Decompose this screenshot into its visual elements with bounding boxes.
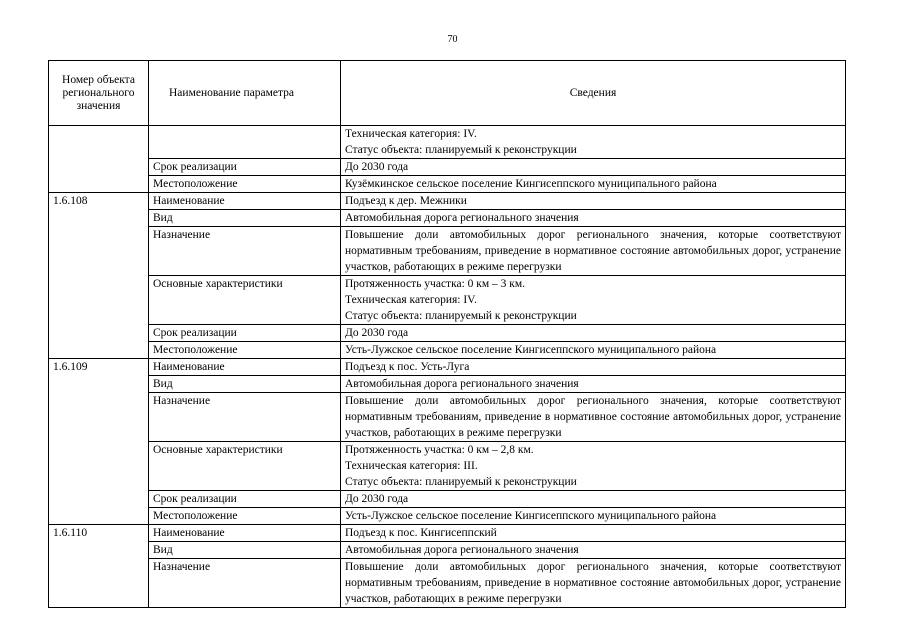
table-header-row <box>49 61 846 126</box>
characteristics-line: Протяженность участка: 0 км – 3 км. <box>345 278 526 290</box>
param-value: Повышение доли автомобильных дорог регионального значения, которые соответствуют нормативным требованиям, приведение в нормативное состояние автомобильных дорог, устранение участков, работающих в режиме перегрузки <box>341 559 846 608</box>
characteristics-value <box>341 126 846 159</box>
param-label: Назначение <box>149 393 341 442</box>
characteristics-value <box>341 276 846 325</box>
param-label: Вид <box>149 376 341 393</box>
table-row <box>49 376 846 393</box>
regional-objects-table <box>48 60 846 608</box>
header-info: Сведения <box>341 61 846 126</box>
param-label: Срок реализации <box>149 491 341 508</box>
param-value: Кузёмкинское сельское поселение Кингисеппского муниципального района <box>341 176 846 193</box>
param-label: Срок реализации <box>149 325 341 342</box>
param-value: Подъезд к пос. Усть-Луга <box>341 359 846 376</box>
table-row <box>49 359 846 376</box>
table-row <box>49 227 846 276</box>
param-value: Усть-Лужское сельское поселение Кингисеппского муниципального района <box>341 342 846 359</box>
param-value: Подъезд к пос. Кингисеппский <box>341 525 846 542</box>
characteristics-line: Статус объекта: планируемый к реконструкции <box>345 144 577 156</box>
table-row <box>49 393 846 442</box>
object-number-cell: 1.6.109 <box>49 359 149 525</box>
param-label: Вид <box>149 542 341 559</box>
table-row <box>49 126 846 159</box>
characteristics-line: Статус объекта: планируемый к реконструкции <box>345 476 577 488</box>
table-row <box>49 176 846 193</box>
page-number: 70 <box>447 34 458 45</box>
param-label: Наименование <box>149 193 341 210</box>
object-number-cell: 1.6.108 <box>49 193 149 359</box>
table-row <box>49 193 846 210</box>
param-value: До 2030 года <box>341 491 846 508</box>
param-value: Усть-Лужское сельское поселение Кингисеппского муниципального района <box>341 508 846 525</box>
param-label: Местоположение <box>149 176 341 193</box>
param-value: Повышение доли автомобильных дорог регионального значения, которые соответствуют нормативным требованиям, приведение в нормативное состояние автомобильных дорог, устранение участков, работающих в режиме перегрузки <box>341 227 846 276</box>
param-label: Назначение <box>149 227 341 276</box>
table-row <box>49 559 846 608</box>
table-row <box>49 508 846 525</box>
table-row <box>49 442 846 491</box>
param-label: Основные характеристики <box>149 442 341 491</box>
param-value: Подъезд к дер. Межники <box>341 193 846 210</box>
table-row <box>49 342 846 359</box>
characteristics-line: Протяженность участка: 0 км – 2,8 км. <box>345 444 534 456</box>
table-row <box>49 276 846 325</box>
header-object-number: Номер объекта регионального значения <box>49 61 149 126</box>
table-row <box>49 525 846 542</box>
table-row <box>49 210 846 227</box>
table-row <box>49 542 846 559</box>
param-value: Автомобильная дорога регионального значения <box>341 210 846 227</box>
param-label: Наименование <box>149 525 341 542</box>
param-value: Повышение доли автомобильных дорог регионального значения, которые соответствуют нормативным требованиям, приведение в нормативное состояние автомобильных дорог, устранение участков, работающих в режиме перегрузки <box>341 393 846 442</box>
param-value: До 2030 года <box>341 325 846 342</box>
table-row <box>49 159 846 176</box>
param-label: Наименование <box>149 359 341 376</box>
table-row <box>49 491 846 508</box>
param-label: Местоположение <box>149 508 341 525</box>
characteristics-line: Статус объекта: планируемый к реконструкции <box>345 310 577 322</box>
characteristics-line: Техническая категория: IV. <box>345 128 477 140</box>
param-value: Автомобильная дорога регионального значения <box>341 542 846 559</box>
object-number-cell <box>49 126 149 193</box>
characteristics-line: Техническая категория: III. <box>345 460 478 472</box>
param-label: Основные характеристики <box>149 276 341 325</box>
param-label: Местоположение <box>149 342 341 359</box>
param-label-empty <box>149 126 341 159</box>
param-label: Назначение <box>149 559 341 608</box>
param-label: Срок реализации <box>149 159 341 176</box>
characteristics-line: Техническая категория: IV. <box>345 294 477 306</box>
object-number-cell: 1.6.110 <box>49 525 149 608</box>
param-label: Вид <box>149 210 341 227</box>
param-value: Автомобильная дорога регионального значения <box>341 376 846 393</box>
table-row <box>49 325 846 342</box>
characteristics-value <box>341 442 846 491</box>
param-value: До 2030 года <box>341 159 846 176</box>
header-parameter: Наименование параметра <box>149 61 341 126</box>
